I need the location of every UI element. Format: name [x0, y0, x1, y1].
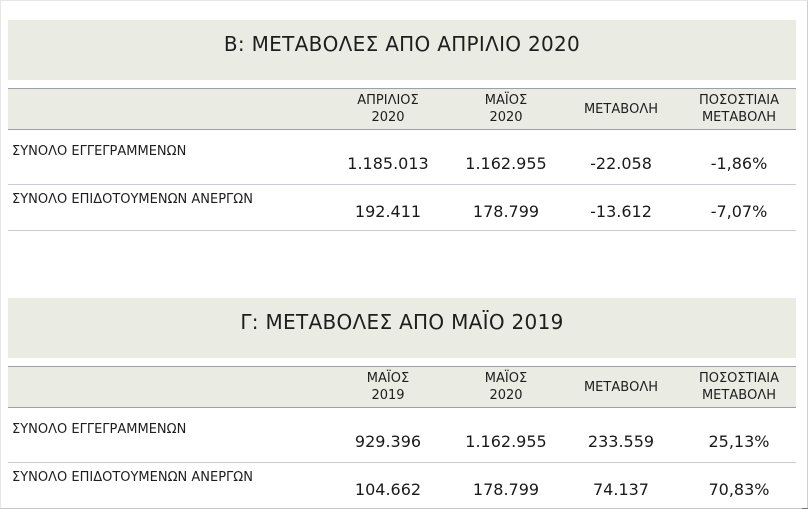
header-line: ΜΑΪΟΣ — [366, 371, 410, 386]
row-label: ΣΥΝΟΛΟ ΕΓΓΕΓΡΑΜΜΕΝΩΝ — [12, 422, 187, 437]
header-line: ΜΑΪΟΣ — [484, 93, 528, 108]
header-line: 2020 — [489, 388, 523, 403]
section-c-header-col-3 — [560, 367, 682, 407]
header-line: ΠΟΣΟΣΤΙΑΙΑ — [698, 93, 780, 108]
section-c-header-row — [8, 366, 796, 408]
section-c-title: Γ: ΜΕΤΑΒΟΛΕΣ ΑΠΟ ΜΑΪΟ 2019 — [8, 298, 796, 358]
value-cell: 929.396 — [354, 432, 422, 451]
table-row — [8, 416, 796, 460]
header-line: ΜΕΤΑΒΟΛΗ — [701, 388, 777, 403]
row-label: ΣΥΝΟΛΟ ΕΠΙΔΟΤΟΥΜΕΝΩΝ ΑΝΕΡΓΩΝ — [12, 192, 253, 207]
table-row — [8, 464, 796, 508]
value-cell: 192.411 — [354, 202, 422, 221]
header-line: ΜΑΪΟΣ — [484, 371, 528, 386]
value-cell: -1,86% — [710, 154, 768, 173]
value-cell: -22.058 — [590, 154, 652, 173]
value-cell: 233.559 — [587, 432, 655, 451]
row-label: ΣΥΝΟΛΟ ΕΠΙΔΟΤΟΥΜΕΝΩΝ ΑΝΕΡΓΩΝ — [12, 470, 253, 485]
header-line: 2019 — [371, 388, 405, 403]
row-divider — [8, 230, 796, 231]
header-line: 2020 — [489, 110, 523, 125]
header-line: ΜΕΤΑΒΟΛΗ — [583, 101, 659, 117]
value-cell: 25,13% — [708, 432, 770, 451]
value-cell: 1.162.955 — [465, 432, 547, 451]
row-divider — [8, 184, 796, 185]
header-line: ΜΕΤΑΒΟΛΗ — [583, 379, 659, 395]
header-line: ΠΟΣΟΣΤΙΑΙΑ — [698, 371, 780, 386]
value-cell: 1.162.955 — [465, 154, 547, 173]
header-line: ΑΠΡΙΛΙΟΣ — [357, 93, 419, 108]
section-b-header-row — [8, 88, 796, 130]
section-b-header-col-3 — [560, 89, 682, 129]
section-b-header-col-4 — [682, 89, 796, 129]
table-row — [8, 138, 796, 182]
row-divider — [8, 462, 796, 463]
table-row — [8, 186, 796, 230]
section-b-title: Β: ΜΕΤΑΒΟΛΕΣ ΑΠΟ ΑΠΡΙΛΙΟ 2020 — [8, 20, 796, 80]
section-b-changes-from-april-2020 — [8, 20, 796, 220]
header-line: ΜΕΤΑΒΟΛΗ — [701, 110, 777, 125]
value-cell: 104.662 — [354, 480, 422, 499]
section-c-changes-from-may-2019 — [8, 298, 796, 508]
value-cell: 178.799 — [472, 202, 540, 221]
row-label: ΣΥΝΟΛΟ ΕΓΓΕΓΡΑΜΜΕΝΩΝ — [12, 144, 187, 159]
section-c-header-col-4 — [682, 367, 796, 407]
value-cell: 70,83% — [708, 480, 770, 499]
value-cell: 74.137 — [593, 480, 649, 499]
value-cell: -13.612 — [590, 202, 652, 221]
value-cell: 1.185.013 — [347, 154, 429, 173]
section-c-header-col-1 — [324, 367, 452, 407]
value-cell: 178.799 — [472, 480, 540, 499]
section-b-header-col-1 — [324, 89, 452, 129]
header-line: 2020 — [371, 110, 405, 125]
section-b-header-col-2 — [452, 89, 560, 129]
section-c-header-col-2 — [452, 367, 560, 407]
value-cell: -7,07% — [710, 202, 768, 221]
